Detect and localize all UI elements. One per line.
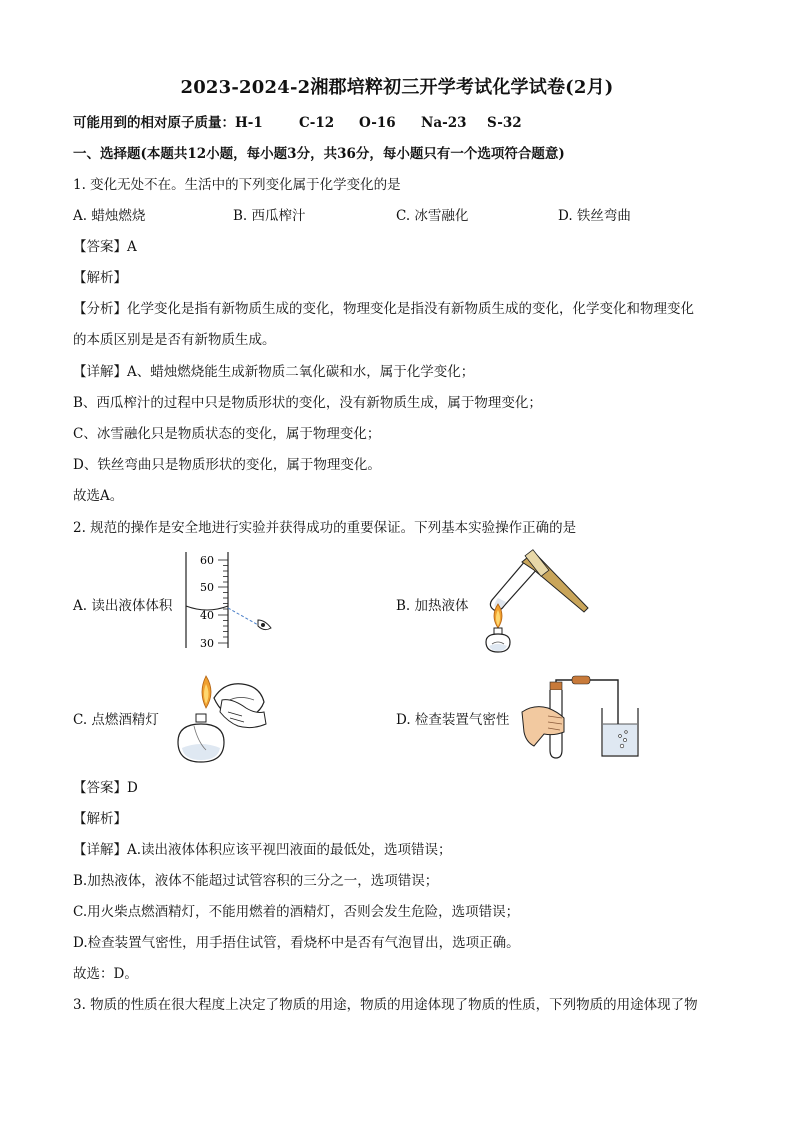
q2-stem: 2. 规范的操作是安全地进行实验并获得成功的重要保证。下列基本实验操作正确的是 [73,520,577,536]
q2-detail-d: D.检查装置气密性，用手捂住试管，看烧杯中是否有气泡冒出，选项正确。 [73,935,520,951]
atomic-mass-o: O-16 [359,115,396,131]
q2-conclusion: 故选：D。 [73,966,138,982]
page-title: 2023-2024-2湘郡培粹初三开学考试化学试卷(2月) [180,77,614,98]
q1-fenxi-line2: 的本质区别是是否有新物质生成。 [73,332,276,348]
atomic-mass-label: 可能用到的相对原子质量： [73,115,235,131]
atomic-mass-na: Na-23 [421,115,467,131]
q1-detail-b: B、西瓜榨汁的过程中只是物质形状的变化，没有新物质生成，属于物理变化； [73,395,542,411]
heating-test-tube-figure [478,546,594,658]
q2-option-d: D. 检查装置气密性 [396,712,510,728]
section-heading: 一、选择题(本题共12小题，每小题3分，共36分，每小题只有一个选项符合题意) [73,146,565,162]
q3-stem: 3. 物质的性质在很大程度上决定了物质的用途，物质的用途体现了物质的性质，下列物质的用途体现了物 [73,997,698,1013]
q2-analysis-label: 【解析】 [73,811,127,827]
atomic-mass-s: S-32 [487,115,522,131]
flame-icon [202,676,211,708]
q1-option-d: D. 铁丝弯曲 [558,208,631,224]
lamp-bottom [178,714,224,762]
beaker [602,708,638,756]
q1-detail-d: D、铁丝弯曲只是物质形状的变化，属于物理变化。 [73,457,381,473]
q2-option-c: C. 点燃酒精灯 [73,712,159,728]
q2-answer: 【答案】D [73,780,138,796]
alcohol-lamp [486,628,510,652]
eye-icon [258,620,271,630]
tick-label-60: 60 [200,554,214,567]
atomic-mass-line [73,111,522,131]
rubber-tube [572,676,590,684]
q2-detail-a: 【详解】A.读出液体体积应该平视凹液面的最低处，选项错误； [73,842,452,858]
tick-label-30: 30 [200,637,214,650]
graduated-cylinder-figure [180,548,280,652]
q2-detail-b: B.加热液体，液体不能超过试管容积的三分之一，选项错误； [73,873,439,889]
q1-detail-c: C、冰雪融化只是物质状态的变化，属于物理变化； [73,426,381,442]
q1-detail-a: 【详解】A、蜡烛燃烧能生成新物质二氧化碳和水，属于化学变化； [73,364,475,380]
lighting-lamp-figure [166,668,274,770]
q2-detail-c: C.用火柴点燃酒精灯，不能用燃着的酒精灯，否则会发生危险，选项错误； [73,904,520,920]
q1-fenxi-line1: 【分析】化学变化是指有新物质生成的变化，物理变化是指没有新物质生成的变化，化学变化和物理变化 [73,301,694,317]
tick-label-50: 50 [200,581,214,594]
q2-option-b: B. 加热液体 [396,598,469,614]
cylinder-scale-marks [218,560,228,643]
q1-stem: 1. 变化无处不在。生活中的下列变化属于化学变化的是 [73,177,401,193]
q1-answer: 【答案】A [73,239,137,255]
tick-label-40: 40 [200,609,214,622]
airtightness-check-figure [518,670,642,762]
q2-option-a: A. 读出液体体积 [73,598,173,614]
q1-option-c: C. 冰雪融化 [396,208,469,224]
atomic-mass-c: C-12 [299,115,335,131]
q1-analysis-label: 【解析】 [73,270,127,286]
atomic-mass-h: H-1 [235,115,263,131]
test-tube-holder [522,550,588,612]
sight-line [228,608,260,626]
q1-conclusion: 故选A。 [73,488,124,504]
q1-option-a: A. 蜡烛燃烧 [73,208,146,224]
q1-option-b: B. 西瓜榨汁 [233,208,306,224]
